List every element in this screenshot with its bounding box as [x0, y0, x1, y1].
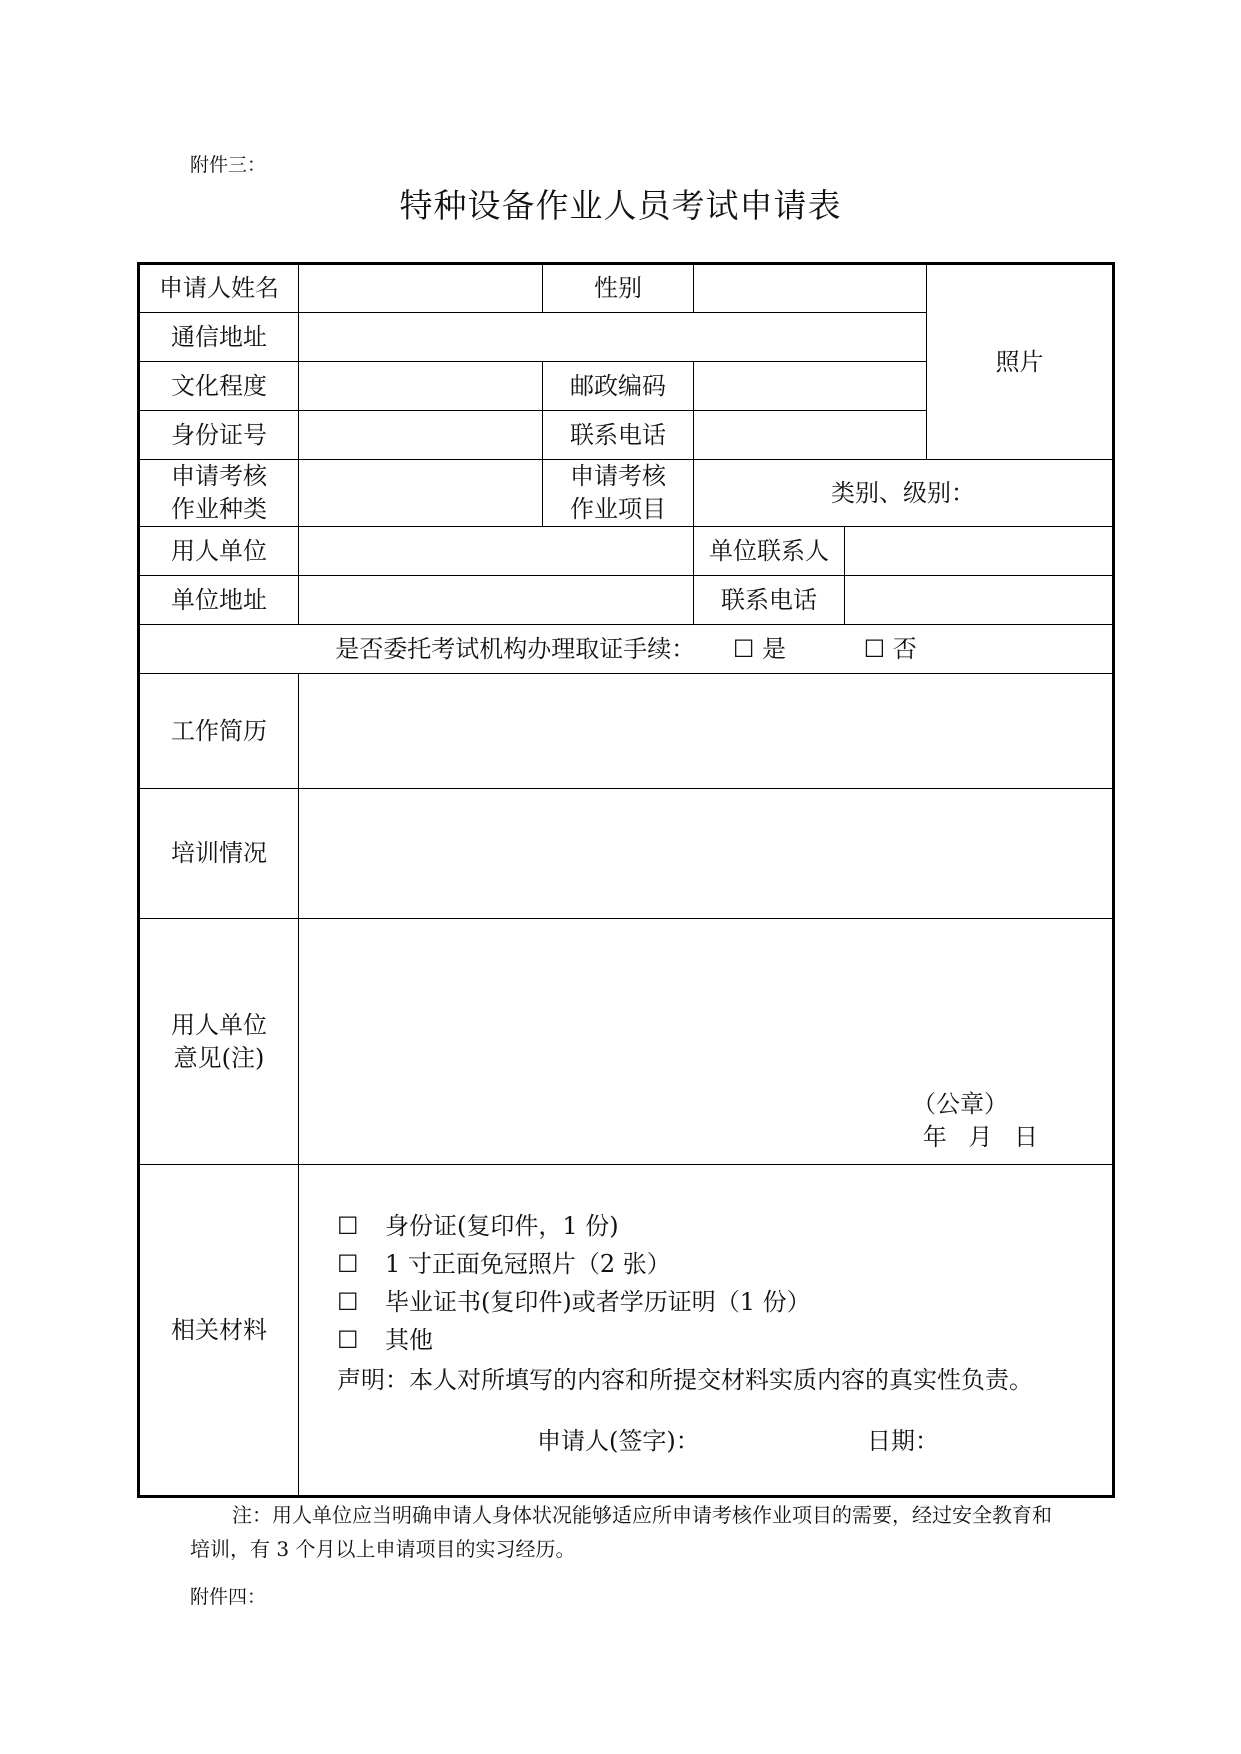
education-label: 文化程度: [139, 362, 299, 411]
entrust-row: [139, 625, 1114, 674]
opinion-label-line1: 用人单位: [171, 1010, 267, 1039]
checkbox-icon[interactable]: ☐: [337, 1326, 359, 1354]
application-form: [137, 262, 1115, 1498]
signature-date-label: 日期：: [867, 1427, 939, 1455]
item-label-line2: 作业项目: [570, 495, 666, 523]
checkbox-icon[interactable]: ☐: [337, 1250, 359, 1278]
material-item-other[interactable]: [337, 1321, 1092, 1359]
employer-contact-label: 单位联系人: [694, 527, 845, 576]
checkbox-icon[interactable]: ☐: [337, 1288, 359, 1316]
opinion-date: 年 月 日: [922, 1123, 1038, 1151]
category-label: [139, 460, 299, 527]
phone-field[interactable]: [694, 411, 927, 460]
postcode-label: 邮政编码: [543, 362, 694, 411]
entrust-yes-checkbox[interactable]: ☐ 是: [732, 634, 786, 663]
checkbox-icon[interactable]: ☐: [337, 1212, 359, 1240]
class-level-label: 类别、级别：: [831, 478, 975, 507]
phone-label: 联系电话: [543, 411, 694, 460]
category-field[interactable]: [299, 460, 543, 527]
material-label: 毕业证书(复印件)或者学历证明（1 份）: [385, 1288, 811, 1316]
employer-contact-field[interactable]: [845, 527, 1114, 576]
employer-phone-field[interactable]: [845, 576, 1114, 625]
employer-field[interactable]: [299, 527, 694, 576]
category-label-line2: 作业种类: [171, 495, 267, 523]
signature-row: [337, 1425, 1092, 1458]
attachment-label-top: 附件三：: [190, 154, 267, 176]
training-label: 培训情况: [139, 789, 299, 919]
class-level-field[interactable]: [694, 460, 1114, 527]
opinion-label-line2: 意见(注): [173, 1043, 265, 1072]
employer-phone-label: 联系电话: [694, 576, 845, 625]
item-label: [543, 460, 694, 527]
material-label: 身份证(复印件，1 份): [385, 1212, 619, 1240]
stamp-label: （公章）: [912, 1090, 1008, 1118]
applicant-signature-label: 申请人(签字)：: [537, 1427, 700, 1455]
employer-address-label: 单位地址: [139, 576, 299, 625]
name-field[interactable]: [299, 264, 543, 313]
name-label: 申请人姓名: [139, 264, 299, 313]
entrust-question: 是否委托考试机构办理取证手续：: [335, 634, 696, 663]
employer-address-field[interactable]: [299, 576, 694, 625]
address-label: 通信地址: [139, 313, 299, 362]
photo-label: 照片: [995, 347, 1044, 376]
id-label: 身份证号: [139, 411, 299, 460]
declaration-text: 声明：本人对所填写的内容和所提交材料实质内容的真实性负责。: [337, 1366, 1033, 1394]
item-label-line1: 申请考核: [570, 462, 666, 490]
material-label: 其他: [385, 1326, 433, 1354]
category-label-line1: 申请考核: [171, 462, 267, 490]
attachment-label-bottom: 附件四：: [190, 1586, 267, 1608]
material-item-diploma[interactable]: [337, 1283, 1092, 1321]
postcode-field[interactable]: [694, 362, 927, 411]
material-label: 1 寸正面免冠照片（2 张）: [385, 1250, 671, 1278]
address-field[interactable]: [299, 313, 927, 362]
education-field[interactable]: [299, 362, 543, 411]
work-history-label: 工作简历: [139, 674, 299, 789]
materials-label: 相关材料: [139, 1165, 299, 1497]
id-field[interactable]: [299, 411, 543, 460]
employer-label: 用人单位: [139, 527, 299, 576]
training-field[interactable]: [299, 789, 1114, 919]
gender-field[interactable]: [694, 264, 927, 313]
form-title: 特种设备作业人员考试申请表: [399, 186, 842, 225]
material-item-id[interactable]: [337, 1207, 1092, 1245]
gender-label: 性别: [543, 264, 694, 313]
work-history-field[interactable]: [299, 674, 1114, 789]
footnote: 注：用人单位应当明确申请人身体状况能够适应所申请考核作业项目的需要，经过安全教育和培训，有 3 个月以上申请项目的实习经历。: [190, 1503, 1052, 1561]
materials-cell: [299, 1165, 1114, 1497]
material-item-photo[interactable]: [337, 1245, 1092, 1283]
opinion-field[interactable]: [299, 919, 1114, 1165]
opinion-label: [139, 919, 299, 1165]
entrust-no-checkbox[interactable]: ☐ 否: [863, 634, 917, 663]
photo-box[interactable]: [927, 264, 1114, 460]
